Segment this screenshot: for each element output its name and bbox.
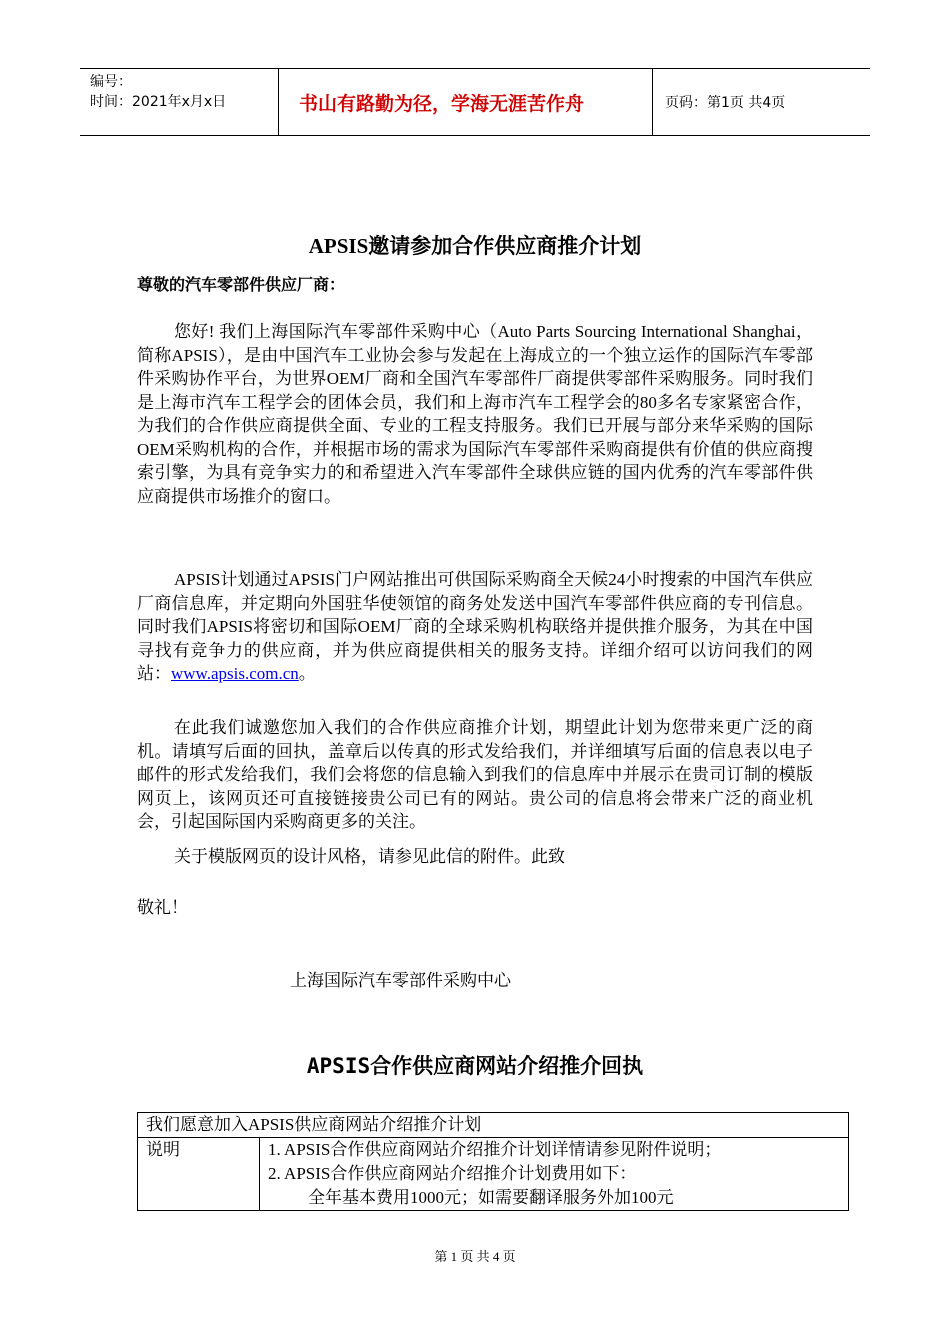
header-page-info: 页码：第1页 共4页 bbox=[665, 95, 786, 111]
fee-line: 全年基本费用1000元；如需要翻译服务外加100元 bbox=[308, 1188, 674, 1207]
signature: 上海国际汽车零部件采购中心 bbox=[290, 971, 511, 990]
regards: 敬礼！ bbox=[137, 898, 188, 917]
salutation: 尊敬的汽车零部件供应厂商： bbox=[137, 275, 346, 294]
note-item-2: 2. APSIS合作供应商网站介绍推介计划费用如下： bbox=[268, 1164, 637, 1183]
page-footer: 第 1 页 共 4 页 bbox=[434, 1249, 516, 1264]
table-row bbox=[138, 1138, 849, 1211]
note-label: 说明 bbox=[138, 1138, 260, 1211]
join-statement: 我们愿意加入APSIS供应商网站介绍推介计划 bbox=[138, 1113, 849, 1138]
reply-table bbox=[137, 1112, 849, 1211]
paragraph-plan-text: APSIS计划通过APSIS门户网站推出可供国际采购商全天候24小时搜索的中国汽车供应厂商信息库，并定期向外国驻华使领馆的商务处发送中国汽车零部件供应商的专刊信息。同时我们APSIS将密切和国际OEM厂商的全球采购机构联络并提供推介服务，为其在中国寻找有竞争力的供应商，并为供应商提供相关的服务支持。详细介绍可以访问我们的网站： bbox=[137, 570, 813, 683]
paragraph-invitation: 在此我们诚邀您加入我们的合作供应商推介计划，期望此计划为您带来更广泛的商机。请填写后面的回执，盖章后以传真的形式发给我们，并详细填写后面的信息表以电子邮件的形式发给我们，我们会将您的信息输入到我们的信息库中并展示在贵司订制的模版网页上，该网页还可直接链接贵公司已有的网站。贵公司的信息将会带来广泛的商业机会，引起国际国内采购商更多的关注。 bbox=[137, 718, 813, 831]
paragraph-plan bbox=[137, 568, 813, 686]
paragraph-attachment: 关于模版网页的设计风格，请参见此信的附件。此致 bbox=[174, 847, 565, 866]
paragraph-plan-end: 。 bbox=[298, 664, 316, 683]
header-meta bbox=[80, 69, 279, 135]
number-label: 编号： bbox=[90, 74, 132, 90]
time-label: 时间：2021年x月x日 bbox=[90, 94, 227, 110]
document-header bbox=[80, 68, 870, 136]
note-content bbox=[260, 1138, 849, 1211]
header-motto: 书山有路勤为径，学海无涯苦作舟 bbox=[279, 69, 653, 135]
website-link[interactable]: www.apsis.com.cn bbox=[171, 664, 299, 683]
note-item-1: 1. APSIS合作供应商网站介绍推介计划详情请参见附件说明； bbox=[268, 1140, 722, 1159]
table-row bbox=[138, 1113, 849, 1138]
letter-title: APSIS邀请参加合作供应商推介计划 bbox=[308, 234, 642, 258]
reply-title: APSIS合作供应商网站介绍推介回执 bbox=[306, 1054, 644, 1078]
paragraph-intro: 您好! 我们上海国际汽车零部件采购中心（Auto Parts Sourcing International Shanghai，简称APSIS），是由中国汽车工业协会参与发起在上海成立的一个独立运作的国际汽车零部件采购协作平台，为世界OEM厂商和全国汽车零部件厂商提供零部件采购服务。同时我们是上海市汽车工程学会的团体会员，我们和上海市汽车工程学会的80多名专家紧密合作，为我们的合作供应商提供全面、专业的工程支持服务。我们已开展与部分来华采购的国际OEM采购机构的合作，并根据市场的需求为国际汽车零部件采购商提供有价值的供应商搜索引擎，为具有竞争实力的和希望进入汽车零部件全球供应链的国内优秀的汽车零部件供应商提供市场推介的窗口。 bbox=[137, 322, 813, 506]
